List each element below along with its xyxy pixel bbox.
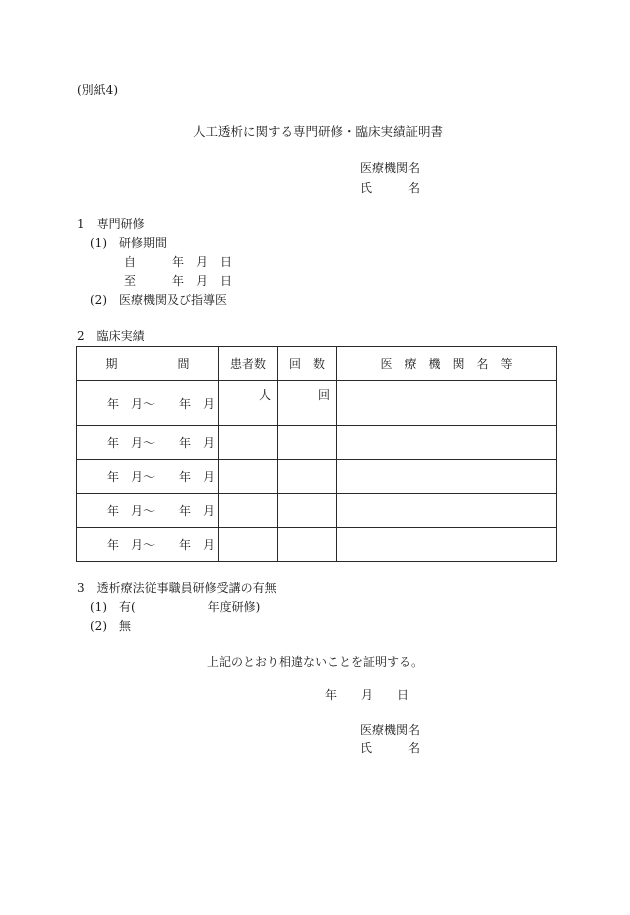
- certifier-institution-label: 医療機関名: [360, 723, 421, 737]
- training-period-label: (1) 研修期間: [90, 236, 167, 250]
- period-cell: 年 月～ 年 月: [77, 494, 219, 528]
- col-patients-header: 患者数: [219, 347, 278, 381]
- training-from-line: 自 年 月 日: [124, 255, 233, 269]
- table-row: [77, 381, 557, 426]
- times-cell: [278, 460, 337, 494]
- institution-cell: [337, 426, 557, 460]
- table-row: [77, 426, 557, 460]
- table-header-row: [77, 347, 557, 381]
- training-to-line: 至 年 月 日: [124, 274, 233, 288]
- col-period-header: 期 間: [77, 347, 219, 381]
- section2-heading: 2 臨床実績: [77, 329, 145, 343]
- institution-cell: [337, 381, 557, 426]
- section3-heading: 3 透析療法従事職員研修受講の有無: [77, 581, 277, 595]
- col-institution-header: 医 療 機 関 名 等: [337, 347, 557, 381]
- section1-heading: 1 専門研修: [77, 217, 145, 231]
- unit-times: 回: [317, 388, 330, 402]
- certification-date: 年 月 日: [325, 688, 410, 702]
- times-cell: [278, 426, 337, 460]
- table-row: [77, 528, 557, 562]
- certifier-name-label: 氏 名: [360, 741, 421, 755]
- training-no-line: (2) 無: [90, 619, 131, 633]
- institution-supervisor-label: (2) 医療機関及び指導医: [90, 293, 227, 307]
- col-times-header: 回 数: [278, 347, 337, 381]
- patients-cell: [219, 528, 278, 562]
- times-cell: [278, 528, 337, 562]
- certification-statement: 上記のとおり相違ないことを証明する。: [207, 655, 424, 669]
- appendix-label: (別紙4): [77, 83, 118, 97]
- issuer-name-label: 氏 名: [360, 181, 421, 195]
- patients-cell: [219, 494, 278, 528]
- patients-cell: [219, 381, 278, 426]
- institution-cell: [337, 528, 557, 562]
- issuer-institution-label: 医療機関名: [360, 161, 421, 175]
- times-cell: [278, 381, 337, 426]
- period-cell: 年 月～ 年 月: [77, 460, 219, 494]
- patients-cell: [219, 460, 278, 494]
- institution-cell: [337, 494, 557, 528]
- training-yes-line: (1) 有( 年度研修): [90, 600, 261, 614]
- period-cell: 年 月～ 年 月: [77, 426, 219, 460]
- times-cell: [278, 494, 337, 528]
- patients-cell: [219, 426, 278, 460]
- period-cell: 年 月～ 年 月: [77, 381, 219, 426]
- unit-patients: 人: [258, 388, 271, 402]
- table-row: [77, 460, 557, 494]
- document-title: 人工透析に関する専門研修・臨床実績証明書: [193, 124, 444, 139]
- period-cell: 年 月～ 年 月: [77, 528, 219, 562]
- table-row: [77, 494, 557, 528]
- clinical-record-table: [76, 346, 557, 562]
- institution-cell: [337, 460, 557, 494]
